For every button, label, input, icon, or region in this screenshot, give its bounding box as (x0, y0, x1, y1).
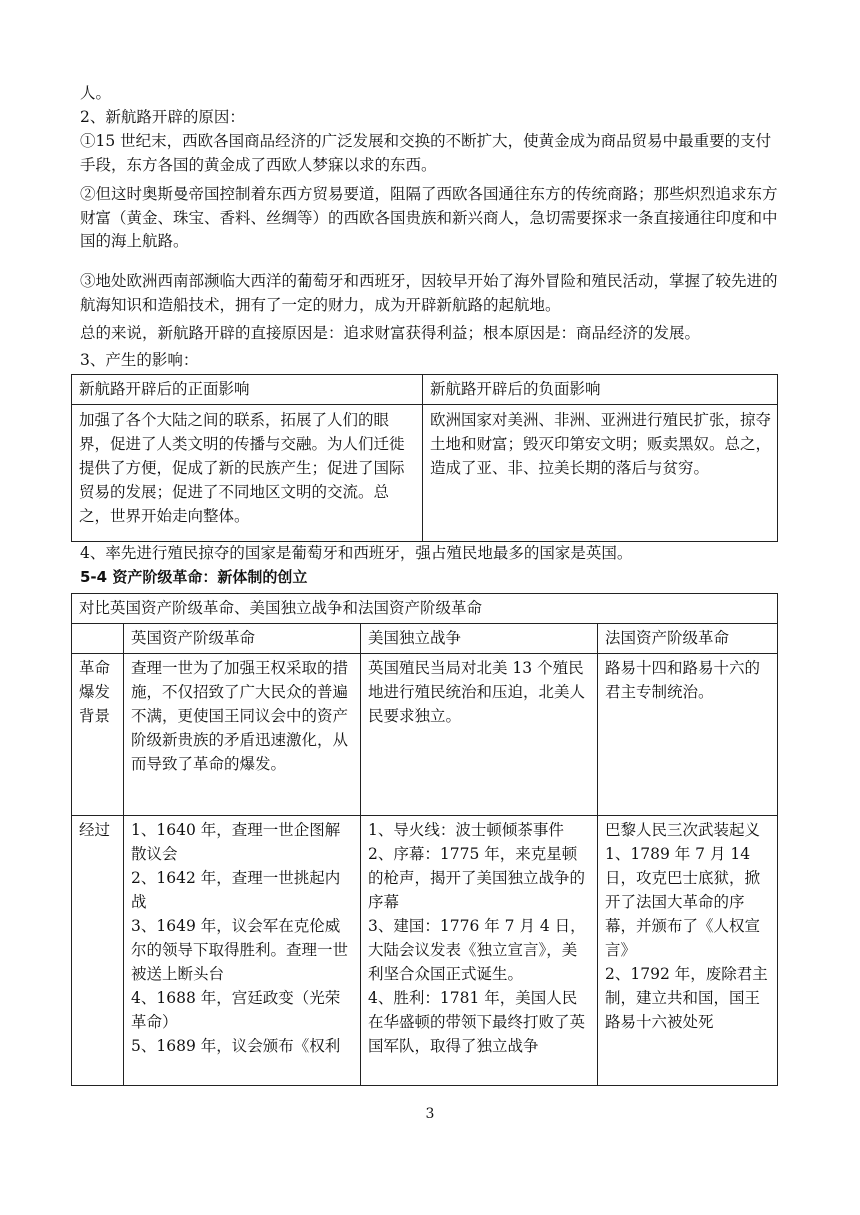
background-france: 路易十四和路易十六的君主专制统治。 (598, 654, 778, 816)
impact-table (71, 374, 778, 542)
impact-header-positive: 新航路开辟后的正面影响 (72, 375, 423, 405)
process-england-line: 4、1688 年，宫廷政变（光荣革命） (131, 989, 341, 1031)
process-england-line: 5、1689 年，议会颁布《权利 (131, 1037, 341, 1055)
revolution-header-america: 美国独立战争 (361, 624, 598, 654)
process-france-line: 巴黎人民三次武装起义 (605, 821, 761, 839)
paragraph-continuation: 人。 (80, 84, 112, 102)
revolution-header-blank (72, 624, 124, 654)
background-america: 英国殖民当局对北美 13 个殖民地进行殖民统治和压迫，北美人民要求独立。 (361, 654, 598, 816)
revolution-header-france: 法国资产阶级革命 (598, 624, 778, 654)
revolution-table (71, 593, 778, 1086)
process-america-line: 3、建国：1776 年 7 月 4 日，大陆会议发表《独立宣言》，美利坚合众国正式诞生。 (368, 917, 586, 983)
impact-header-negative: 新航路开辟后的负面影响 (423, 375, 778, 405)
process-france-line: 1、1789 年 7 月 14 日，攻克巴士底狱，掀开了法国大革命的序幕，并颁布了《人权宣言》 (605, 845, 761, 959)
process-france (598, 816, 778, 1086)
paragraph-summary: 总的来说，新航路开辟的直接原因是：追求财富获得利益；根本原因是：商品经济的发展。 (80, 324, 701, 342)
paragraph-colonial-powers: 4、率先进行殖民掠夺的国家是葡萄牙和西班牙，强占殖民地最多的国家是英国。 (80, 544, 633, 562)
row-label-background: 革命爆发背景 (72, 654, 124, 816)
process-england-line: 1、1640 年，查理一世企图解散议会 (131, 821, 341, 863)
revolution-table-caption: 对比英国资产阶级革命、美国独立战争和法国资产阶级革命 (72, 594, 778, 624)
section-heading: 5-4 资产阶级革命：新体制的创立 (80, 568, 308, 586)
process-france-line: 2、1792 年，废除君主制，建立共和国，国王路易十六被处死 (605, 965, 768, 1031)
page-number: 3 (425, 1106, 435, 1122)
paragraph-impact-heading: 3、产生的影响： (80, 351, 199, 369)
process-england-line: 3、1649 年，议会军在克伦威尔的领导下取得胜利。查理一世被送上断头台 (131, 917, 349, 983)
paragraph-reason-1: ①15 世纪末，西欧各国商品经济的广泛发展和交换的不断扩大，使黄金成为商品贸易中最重要的支付手段，东方各国的黄金成了西欧人梦寐以求的东西。 (80, 132, 772, 174)
row-label-process: 经过 (72, 816, 124, 1086)
revolution-header-england: 英国资产阶级革命 (124, 624, 361, 654)
impact-positive-text: 加强了各个大陆之间的联系，拓展了人们的眼界，促进了人类文明的传播与交融。为人们迁徙提供了方便，促成了新的民族产生；促进了国际贸易的发展；促进了不同地区文明的交流。总之，世界开始走向整体。 (72, 405, 423, 542)
process-america (361, 816, 598, 1086)
process-england (124, 816, 361, 1086)
paragraph-reasons-heading: 2、新航路开辟的原因： (80, 108, 245, 126)
paragraph-reason-2: ②但这时奥斯曼帝国控制着东西方贸易要道，阻隔了西欧各国通往东方的传统商路；那些炽烈追求东方财富（黄金、珠宝、香料、丝绸等）的西欧各国贵族和新兴商人，急切需要探求一条直接通往印度和中国的海上航路。 (80, 185, 778, 250)
process-america-line: 2、序幕：1775 年，来克星顿的枪声，揭开了美国独立战争的序幕 (368, 845, 586, 911)
paragraph-reason-3: ③地处欧洲西南部濒临大西洋的葡萄牙和西班牙，因较早开始了海外冒险和殖民活动，掌握了较先进的航海知识和造船技术，拥有了一定的财力，成为开辟新航路的起航地。 (80, 272, 778, 314)
process-england-line: 2、1642 年，查理一世挑起内战 (131, 869, 341, 911)
impact-negative-text: 欧洲国家对美洲、非洲、亚洲进行殖民扩张，掠夺土地和财富；毁灭印第安文明；贩卖黑奴。总之，造成了亚、非、拉美长期的落后与贫穷。 (423, 405, 778, 542)
process-america-line: 4、胜利：1781 年，美国人民在华盛顿的带领下最终打败了英国军队，取得了独立战争 (368, 989, 586, 1055)
process-america-line: 1、导火线：波士顿倾茶事件 (368, 821, 564, 839)
background-england: 查理一世为了加强王权采取的措施，不仅招致了广大民众的普遍不满，更使国王同议会中的资产阶级新贵族的矛盾迅速激化，从而导致了革命的爆发。 (124, 654, 361, 816)
